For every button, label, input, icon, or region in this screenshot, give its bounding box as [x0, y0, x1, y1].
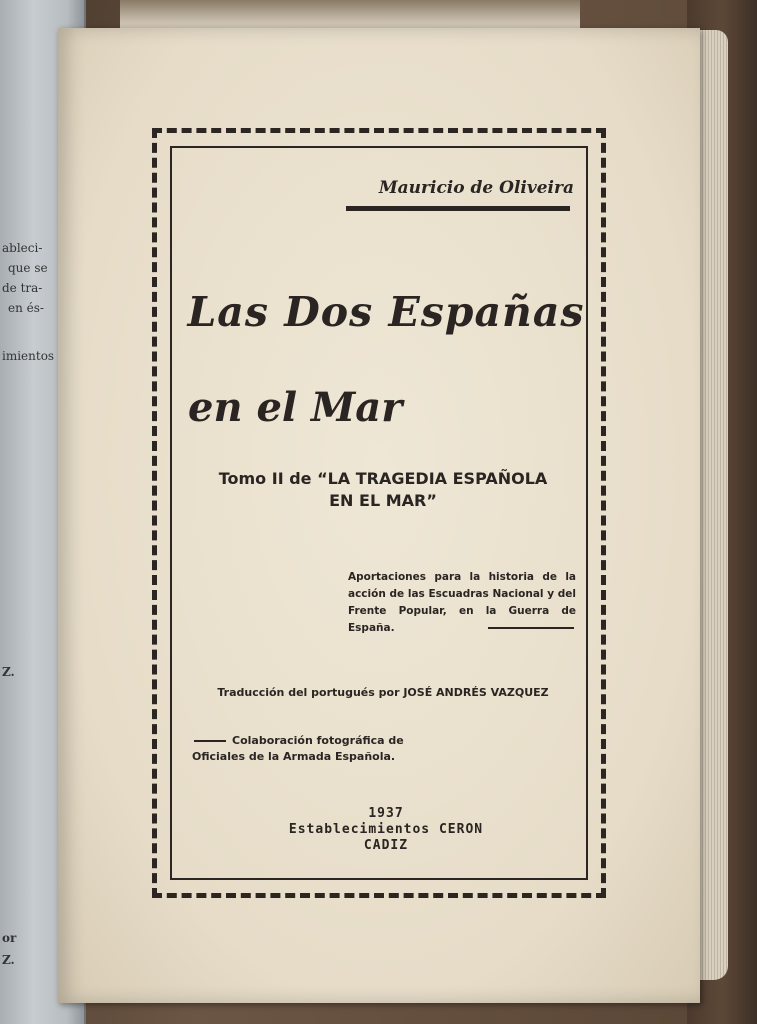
imprint	[256, 806, 516, 854]
left-page-text-1: ableci-	[2, 241, 43, 255]
left-page-text-7: or	[2, 931, 17, 945]
book-title-line-2: en el Mar	[188, 384, 403, 431]
translation-credit: Traducción del portugués por JOSÉ ANDRÉS VAZQUEZ	[217, 686, 549, 699]
author-underline	[346, 206, 570, 211]
collaboration-text: Colaboración fotográfica de Oficiales de la Armada Española.	[192, 734, 404, 763]
publisher-name: Establecimientos CERON	[288, 822, 484, 837]
left-page-text-4: en és-	[8, 301, 44, 315]
book-title-line-1: Las Dos Españas	[187, 288, 585, 336]
left-page-text-5: imientos	[2, 349, 55, 363]
publication-year: 1937	[368, 806, 404, 821]
author-name: Mauricio de Oliveira	[378, 178, 574, 198]
subtitle-line-1: Tomo II de “LA TRAGEDIA ESPAÑOLA	[218, 469, 548, 488]
description-paragraph: Aportaciones para la historia de la acción de las Escuadras Nacional y del Frente Popular, en la Guerra de España.	[348, 571, 576, 634]
subtitle	[180, 468, 586, 512]
left-page-text-2: que se	[8, 261, 48, 275]
left-page-text-6: Z.	[2, 665, 15, 679]
left-page-text-8: Z.	[2, 953, 15, 967]
publication-city: CADIZ	[363, 838, 409, 853]
inner-border	[170, 146, 588, 880]
left-page-text-3: de tra-	[2, 281, 43, 295]
subtitle-line-2: EN EL MAR”	[329, 491, 437, 510]
description-rule	[488, 627, 574, 629]
collaboration-credit	[192, 733, 432, 765]
